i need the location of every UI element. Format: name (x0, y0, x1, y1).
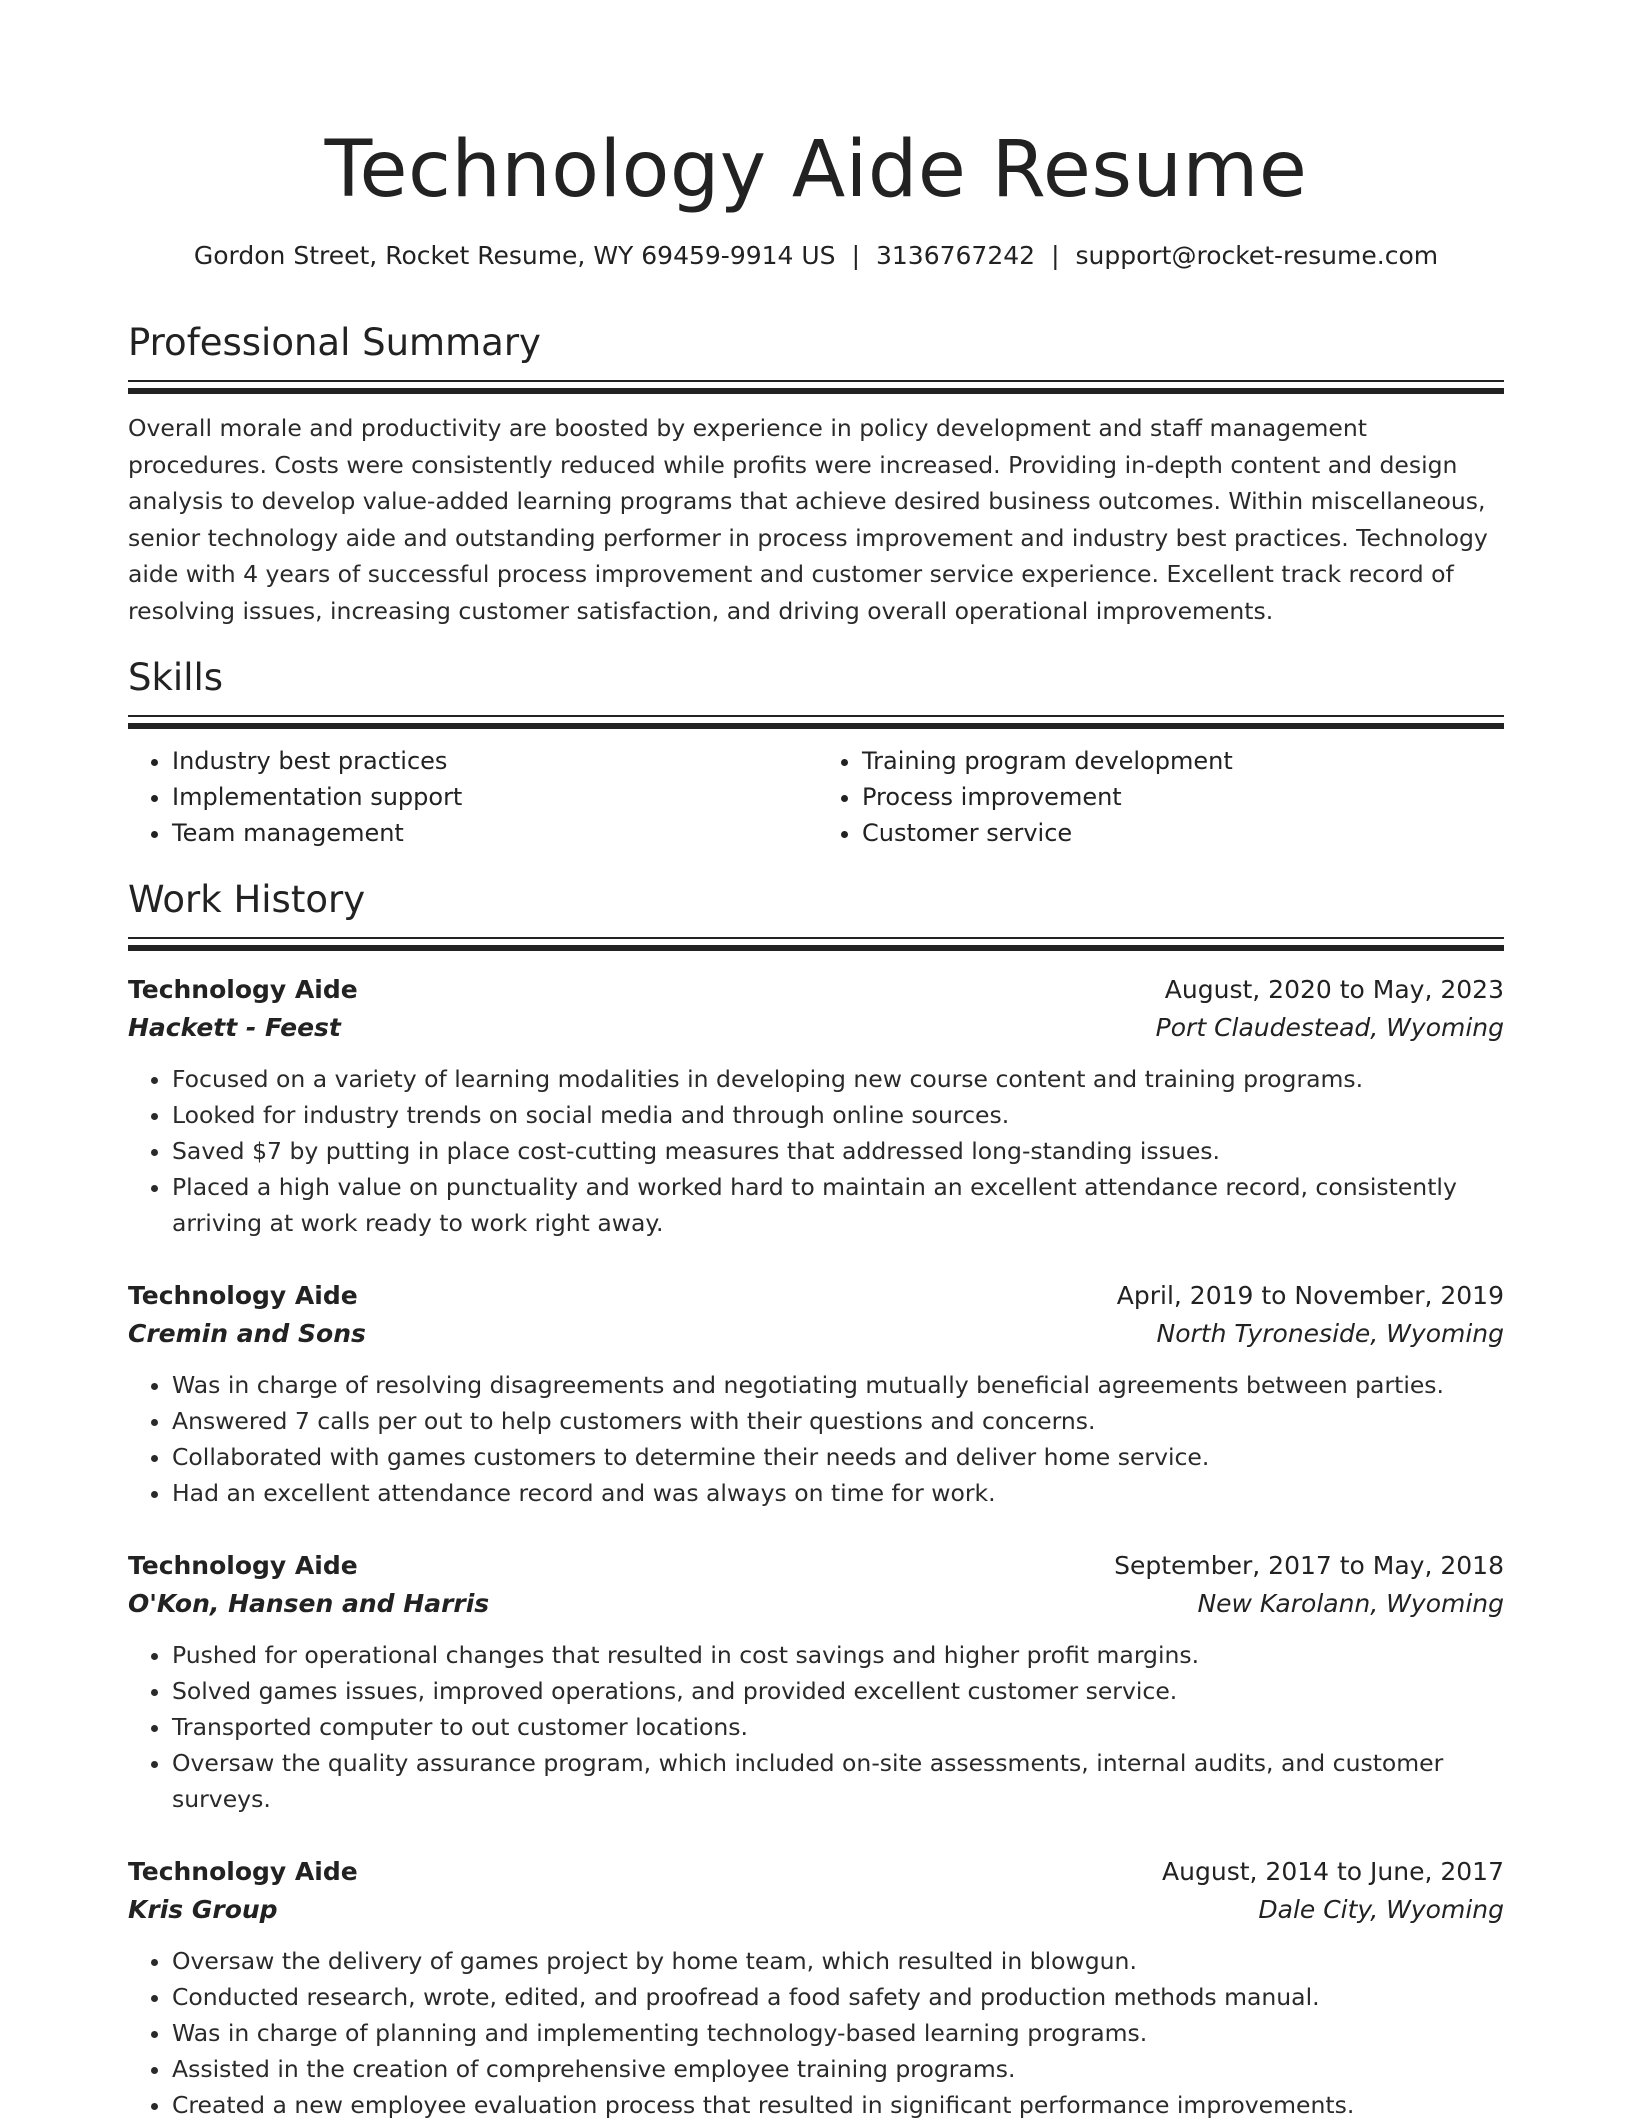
section-divider (128, 715, 1504, 717)
summary-heading: Professional Summary (128, 321, 541, 364)
skills-heading: Skills (128, 656, 224, 699)
section-divider (128, 380, 1504, 382)
job-title: Technology Aide (128, 1281, 358, 1310)
skill-item: • Customer service (862, 815, 1504, 851)
job-bullet: • Looked for industry trends on social media and through online sources. (172, 1097, 1504, 1133)
skill-item: • Implementation support (172, 779, 814, 815)
job-location: New Karolann, Wyoming (1197, 1589, 1504, 1618)
contact-line (128, 240, 1504, 272)
summary-section (128, 320, 1504, 629)
job-bullet: • Pushed for operational changes that resulted in cost savings and higher profit margins. (172, 1637, 1504, 1673)
job-bullet: • Focused on a variety of learning modalities in developing new course content and training programs. (172, 1061, 1504, 1097)
job-location: North Tyroneside, Wyoming (1156, 1319, 1504, 1348)
job-bullet: • Solved games issues, improved operations, and provided excellent customer service. (172, 1673, 1504, 1709)
job-company: O'Kon, Hansen and Harris (128, 1589, 490, 1618)
job-bullet: • Collaborated with games customers to determine their needs and deliver home service. (172, 1439, 1504, 1475)
job-location: Dale City, Wyoming (1258, 1895, 1504, 1924)
skill-item: • Industry best practices (172, 743, 814, 779)
job-company: Cremin and Sons (128, 1319, 366, 1348)
job-entry (128, 1853, 1504, 2123)
section-divider-thick (128, 388, 1504, 394)
contact-separator: | (1051, 241, 1060, 270)
job-title: Technology Aide (128, 1857, 358, 1886)
job-dates: August, 2020 to May, 2023 (1164, 975, 1504, 1004)
job-bullet: • Created a new employee evaluation process that resulted in significant performance improvements. (172, 2087, 1504, 2123)
job-bullets (128, 1061, 1504, 1241)
work-history-heading: Work History (128, 878, 366, 921)
job-entry (128, 971, 1504, 1241)
job-bullet: • Oversaw the delivery of games project by home team, which resulted in blowgun. (172, 1943, 1504, 1979)
skills-column-2 (814, 743, 1504, 851)
section-divider-thick (128, 723, 1504, 729)
skill-item: • Training program development (862, 743, 1504, 779)
job-dates: April, 2019 to November, 2019 (1116, 1281, 1504, 1310)
job-bullets (128, 1637, 1504, 1817)
page-title: Technology Aide Resume (324, 125, 1308, 215)
job-bullets (128, 1367, 1504, 1511)
job-bullet: • Placed a high value on punctuality and worked hard to maintain an excellent attendance record, consistently arriving at work ready to work right away. (172, 1169, 1504, 1241)
job-bullet: • Transported computer to out customer locations. (172, 1709, 1504, 1745)
section-divider-thick (128, 945, 1504, 951)
skills-section (128, 655, 1504, 851)
job-company: Kris Group (128, 1895, 278, 1924)
section-divider (128, 937, 1504, 939)
skills-column-1 (128, 743, 814, 851)
resume-page (128, 0, 1504, 2123)
work-history-section (128, 877, 1504, 2123)
contact-phone: 3136767242 (876, 241, 1036, 270)
job-title: Technology Aide (128, 1551, 358, 1580)
contact-separator: | (851, 241, 860, 270)
job-dates: August, 2014 to June, 2017 (1162, 1857, 1504, 1886)
skill-item: • Process improvement (862, 779, 1504, 815)
job-entry (128, 1547, 1504, 1817)
skill-item: • Team management (172, 815, 814, 851)
summary-text: Overall morale and productivity are boosted by experience in policy development and staff management procedures. Costs were consistently reduced while profits were increased. Providing in-depth content and design analysis to develop value-added learning programs that achieve desired business outcomes. Within miscellaneous, senior technology aide and outstanding performer in process improvement and industry best practices. Technology aide with 4 years of successful process improvement and customer service experience. Excellent track record of resolving issues, increasing customer satisfaction, and driving overall operational improvements. (128, 414, 1488, 625)
skills-list (128, 743, 1504, 851)
job-dates: September, 2017 to May, 2018 (1114, 1551, 1504, 1580)
job-bullet: • Saved $7 by putting in place cost-cutting measures that addressed long-standing issues. (172, 1133, 1504, 1169)
job-company: Hackett - Feest (128, 1013, 341, 1042)
contact-address: Gordon Street, Rocket Resume, WY 69459-9914 US (193, 241, 836, 270)
job-bullet: • Oversaw the quality assurance program, which included on-site assessments, internal audits, and customer surveys. (172, 1745, 1504, 1817)
job-bullet: • Was in charge of planning and implementing technology-based learning programs. (172, 2015, 1504, 2051)
job-bullet: • Conducted research, wrote, edited, and proofread a food safety and production methods manual. (172, 1979, 1504, 2015)
job-location: Port Claudestead, Wyoming (1155, 1013, 1504, 1042)
job-bullet: • Was in charge of resolving disagreements and negotiating mutually beneficial agreements between parties. (172, 1367, 1504, 1403)
job-entry (128, 1277, 1504, 1511)
job-bullets (128, 1943, 1504, 2123)
job-bullet: • Answered 7 calls per out to help customers with their questions and concerns. (172, 1403, 1504, 1439)
contact-email: support@rocket-resume.com (1075, 241, 1439, 270)
job-title: Technology Aide (128, 975, 358, 1004)
job-bullet: • Had an excellent attendance record and was always on time for work. (172, 1475, 1504, 1511)
job-bullet: • Assisted in the creation of comprehensive employee training programs. (172, 2051, 1504, 2087)
